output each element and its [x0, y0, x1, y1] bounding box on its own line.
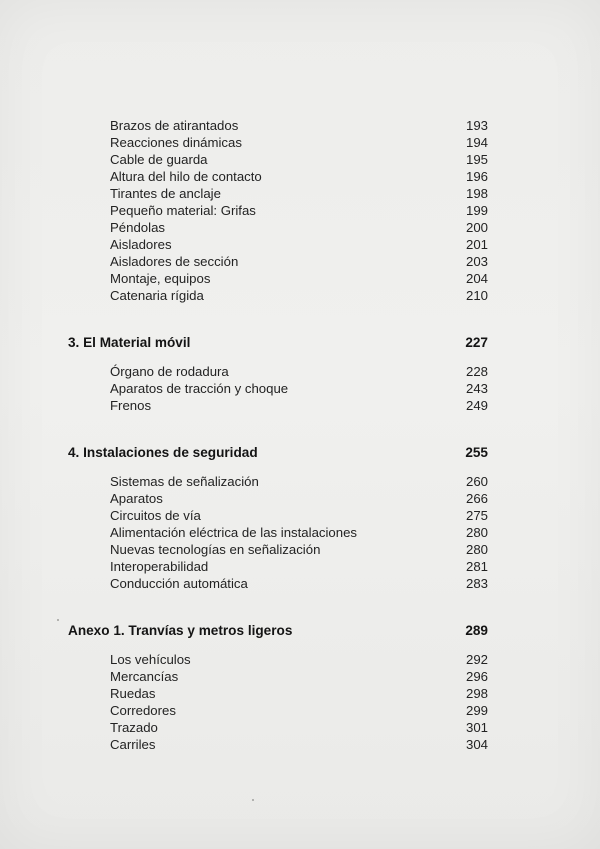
toc-entry-page: 249 [465, 398, 488, 413]
toc-entry [68, 236, 488, 253]
toc-entry [68, 270, 488, 287]
toc-entry-label: Aparatos [110, 491, 163, 506]
toc-entry-label: Frenos [110, 398, 152, 413]
toc-entry [68, 668, 488, 685]
toc-entry [68, 541, 488, 558]
toc-entry-label: Carriles [110, 737, 156, 752]
toc-entry [68, 558, 488, 575]
toc-entry-label: Catenaria rígida [110, 288, 204, 303]
toc-entry [68, 253, 488, 270]
toc-section-heading [68, 622, 488, 639]
toc-entry-page: 266 [465, 491, 488, 506]
toc-entry [68, 168, 488, 185]
toc-entry-page: 228 [465, 364, 488, 379]
toc-entry-label: Montaje, equipos [110, 271, 211, 286]
toc-entry-page: 243 [465, 381, 488, 396]
toc-entry [68, 490, 488, 507]
toc-entry-page: 196 [465, 169, 488, 184]
toc-entry-label: Corredores [110, 703, 176, 718]
toc-entry [68, 287, 488, 304]
toc-section-heading [68, 444, 488, 461]
toc-entry-page: 283 [465, 576, 488, 591]
toc-section-heading [68, 334, 488, 351]
toc-entry-page: 281 [465, 559, 488, 574]
toc-entry [68, 185, 488, 202]
toc-entry-page: 301 [465, 720, 488, 735]
table-of-contents [68, 117, 488, 753]
toc-entry-label: Órgano de rodadura [110, 364, 229, 379]
toc-entry-label: Los vehículos [110, 652, 191, 667]
toc-entry [68, 736, 488, 753]
toc-entry-label: Trazado [110, 720, 158, 735]
toc-entry-page: 280 [465, 525, 488, 540]
toc-entry-label: Circuitos de vía [110, 508, 201, 523]
toc-entry-label: Interoperabilidad [110, 559, 209, 574]
toc-entry-label: Conducción automática [110, 576, 248, 591]
toc-entry-page: 203 [465, 254, 488, 269]
toc-entry [68, 397, 488, 414]
toc-entry-label: Péndolas [110, 220, 165, 235]
toc-entry-page: 193 [465, 118, 488, 133]
toc-entry-label: Reacciones dinámicas [110, 135, 242, 150]
toc-entry [68, 151, 488, 168]
toc-entry-page: 299 [465, 703, 488, 718]
toc-entry [68, 702, 488, 719]
toc-entry-page: 198 [465, 186, 488, 201]
toc-section-label: 3. El Material móvil [68, 335, 191, 350]
toc-entry-label: Brazos de atirantados [110, 118, 239, 133]
toc-entry [68, 575, 488, 592]
toc-entry-page: 200 [465, 220, 488, 235]
toc-entry-page: 296 [465, 669, 488, 684]
toc-entry [68, 363, 488, 380]
toc-section-page: 227 [465, 335, 488, 350]
toc-entry-label: Cable de guarda [110, 152, 208, 167]
toc-entry-page: 275 [465, 508, 488, 523]
toc-entry-page: 210 [465, 288, 488, 303]
toc-entry-page: 280 [465, 542, 488, 557]
toc-entry-label: Aparatos de tracción y choque [110, 381, 289, 396]
toc-entry [68, 473, 488, 490]
scan-speck [57, 619, 59, 621]
toc-entry-label: Nuevas tecnologías en señalización [110, 542, 321, 557]
scan-speck [252, 799, 254, 801]
toc-entry-page: 201 [465, 237, 488, 252]
toc-entry [68, 685, 488, 702]
toc-entry-label: Ruedas [110, 686, 156, 701]
toc-entry [68, 134, 488, 151]
toc-entry [68, 380, 488, 397]
toc-entry-page: 204 [465, 271, 488, 286]
toc-entry-page: 292 [465, 652, 488, 667]
toc-entry-page: 195 [465, 152, 488, 167]
toc-entry-page: 194 [465, 135, 488, 150]
toc-entry-page: 260 [465, 474, 488, 489]
toc-section-label: Anexo 1. Tranvías y metros ligeros [68, 623, 293, 638]
toc-entry [68, 117, 488, 134]
toc-entry [68, 219, 488, 236]
toc-section-page: 255 [465, 445, 488, 460]
toc-entry-label: Aisladores [110, 237, 172, 252]
toc-entry-label: Tirantes de anclaje [110, 186, 221, 201]
toc-entry [68, 524, 488, 541]
toc-entry-page: 199 [465, 203, 488, 218]
toc-entry [68, 507, 488, 524]
toc-section-page: 289 [465, 623, 488, 638]
toc-entry-label: Pequeño material: Grifas [110, 203, 256, 218]
toc-entry-label: Aisladores de sección [110, 254, 239, 269]
toc-entry-label: Sistemas de señalización [110, 474, 259, 489]
toc-entry-page: 304 [465, 737, 488, 752]
toc-entry [68, 719, 488, 736]
toc-entry-label: Alimentación eléctrica de las instalaciones [110, 525, 358, 540]
toc-entry-label: Mercancías [110, 669, 179, 684]
toc-entry [68, 202, 488, 219]
toc-entry-label: Altura del hilo de contacto [110, 169, 262, 184]
toc-entry-page: 298 [465, 686, 488, 701]
toc-entry [68, 651, 488, 668]
toc-section-label: 4. Instalaciones de seguridad [68, 445, 258, 460]
